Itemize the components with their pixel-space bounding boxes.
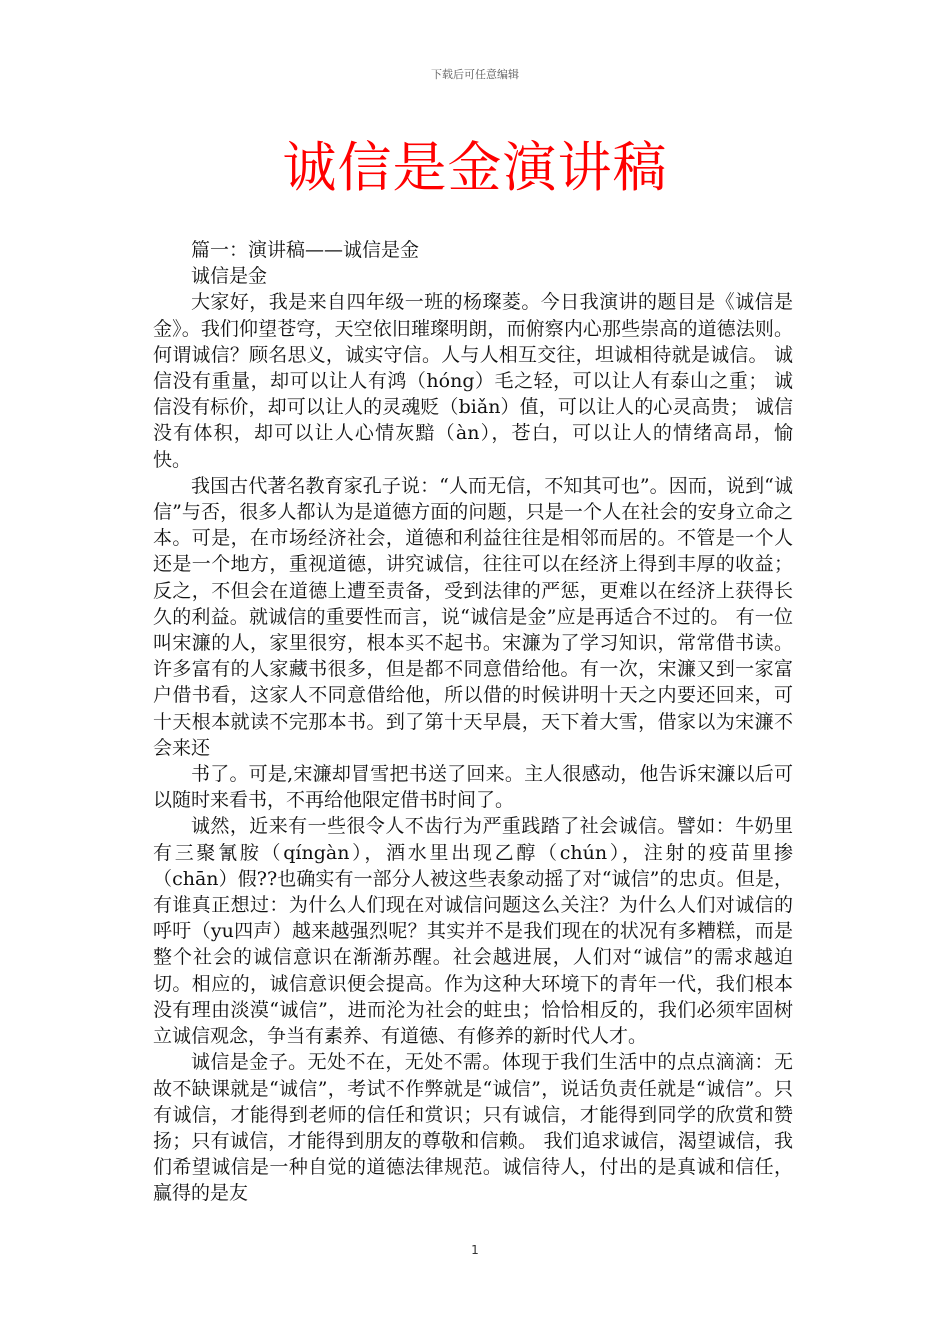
document-body (153, 237, 793, 1207)
page-number: 1 (471, 1243, 479, 1257)
paragraph-honesty-gold: 诚信是金子。无处不在，无处不需。体现于我们生活中的点点滴滴：无故不缺课就是“诚信”，考试不作弊就是“诚信”，说话负责任就是“诚信”。只有诚信，才能得到老师的信任和赏识；只有诚信，才能得到同学的欣赏和赞扬；只有诚信，才能得到朋友的尊敬和信赖。 我们追求诚信，渴望诚信，我们希望诚信是一种自觉的道德法律规范。诚信待人，付出的是真诚和信任，赢得的是友 (153, 1051, 793, 1205)
header-note: 下载后可任意编辑 (431, 68, 519, 81)
paragraph-subtitle: 诚信是金 (191, 265, 268, 288)
paragraph-confucius: 我国古代著名教育家孔子说：“人而无信，不知其可也”。因而，说到“诚信”与否，很多人都认为是道德方面的问题，只是一个人在社会的安身立命之本。可是，在市场经济社会，道德和利益往往是相邻而居的。不管是一个人还是一个地方，重视道德，讲究诚信，往往可以在经济上得到丰厚的收益；反之，不但会在道德上遭至责备，受到法律的严惩，更难以在经济上获得长久的利益。就诚信的重要性而言，说“诚信是金”应是再适合不过的。 有一位叫宋濂的人，家里很穷，根本买不起书。宋濂为了学习知识，常常借书读。许多富有的人家藏书很多，但是都不同意借给他。有一次，宋濂又到一家富户借书看，这家人不同意借给他，所以借的时候讲明十天之内要还回来，可十天根本就读不完那本书。到了第十天早晨，天下着大雪，借家以为宋濂不会来还 (153, 474, 793, 759)
paragraph-intro: 大家好，我是来自四年级一班的杨璨菱。今日我演讲的题目是《诚信是金》。我们仰望苍穹，天空依旧璀璨明朗，而俯察内心那些崇高的道德法则。何谓诚信？顾名思义，诚实守信。人与人相互交往，坦诚相待就是诚信。 诚信没有重量，却可以让人有鸿（hóng）毛之轻，可以让人有泰山之重； 诚信没有标价，却可以让人的灵魂贬（biǎn）值，可以让人的心灵高贵； 诚信没有体积，却可以让人心情灰黯（àn），苍白，可以让人的情绪高昂，愉快。 (153, 291, 793, 471)
document-title: 诚信是金演讲稿 (282, 136, 668, 199)
paragraph-social-trust: 诚然，近来有一些很令人不齿行为严重践踏了社会诚信。譬如：牛奶里有三聚氰胺（qíngàn），酒水里出现乙醇（chún），注射的疫苗里掺（chān）假??也确实有一部分人被这些表象动摇了对“诚信”的忠贞。但是，有谁真正想过：为什么人们现在对诚信问题这么关注？为什么人们对诚信的呼吁（yu四声）越来越强烈呢？其实并不是我们现在的状况有多糟糕，而是整个社会的诚信意识在渐渐苏醒。社会越进展，人们对“诚信”的需求越迫切。相应的，诚信意识便会提高。作为这种大环境下的青年一代，我们根本没有理由淡漠“诚信”，进而沦为社会的蛀虫；恰恰相反的，我们必须牢固树立诚信观念，争当有素养、有道德、有修养的新时代人才。 (153, 815, 793, 1048)
paragraph-song-lian-end: 书了。可是,宋濂却冒雪把书送了回来。主人很感动，他告诉宋濂以后可以随时来看书，不再给他限定借书时间了。 (153, 763, 793, 812)
paragraph-section-heading: 篇一：演讲稿——诚信是金 (191, 239, 420, 261)
